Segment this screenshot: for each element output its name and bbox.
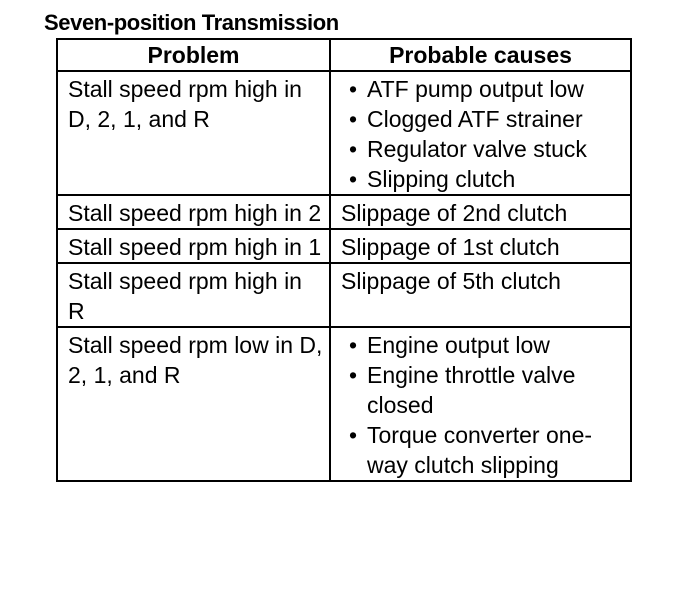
header-problem: Problem — [57, 39, 330, 71]
problem-cell — [57, 195, 330, 229]
problem-cell — [57, 327, 330, 481]
table-row — [57, 229, 631, 263]
header-probable-causes: Probable causes — [330, 39, 631, 71]
cause-text: Slippage of 5th clutch — [341, 268, 561, 294]
table-row — [57, 71, 631, 195]
cause-item: • Torque converter one-way clutch slipping — [343, 420, 624, 480]
cause-item: • Regulator valve stuck — [343, 134, 624, 164]
problem-text: Stall speed rpm high in D, 2, 1, and R — [68, 76, 302, 132]
cause-cell — [330, 327, 631, 481]
cause-list — [343, 330, 624, 480]
table-row — [57, 263, 631, 327]
table-row — [57, 327, 631, 481]
cause-cell — [330, 71, 631, 195]
cause-cell — [330, 229, 631, 263]
problem-cell — [57, 229, 330, 263]
cause-item: • Engine output low — [343, 330, 624, 360]
cause-list — [343, 74, 624, 194]
troubleshooting-table — [56, 38, 632, 482]
problem-cell — [57, 71, 330, 195]
cause-item: • ATF pump output low — [343, 74, 624, 104]
cause-item: • Engine throttle valve closed — [343, 360, 624, 420]
problem-text: Stall speed rpm high in R — [68, 268, 302, 324]
problem-cell — [57, 263, 330, 327]
table-header-row — [57, 39, 631, 71]
cause-text: Slippage of 1st clutch — [341, 234, 560, 260]
cause-text: Slippage of 2nd clutch — [341, 200, 568, 226]
cause-item: • Slipping clutch — [343, 164, 624, 194]
cause-cell — [330, 195, 631, 229]
problem-text: Stall speed rpm high in 2 — [68, 200, 322, 226]
problem-text: Stall speed rpm low in D, 2, 1, and R — [68, 332, 323, 388]
problem-text: Stall speed rpm high in 1 — [68, 234, 322, 260]
document-title: Seven-position Transmission — [44, 10, 339, 35]
table-row — [57, 195, 631, 229]
cause-cell — [330, 263, 631, 327]
cause-item: • Clogged ATF strainer — [343, 104, 624, 134]
